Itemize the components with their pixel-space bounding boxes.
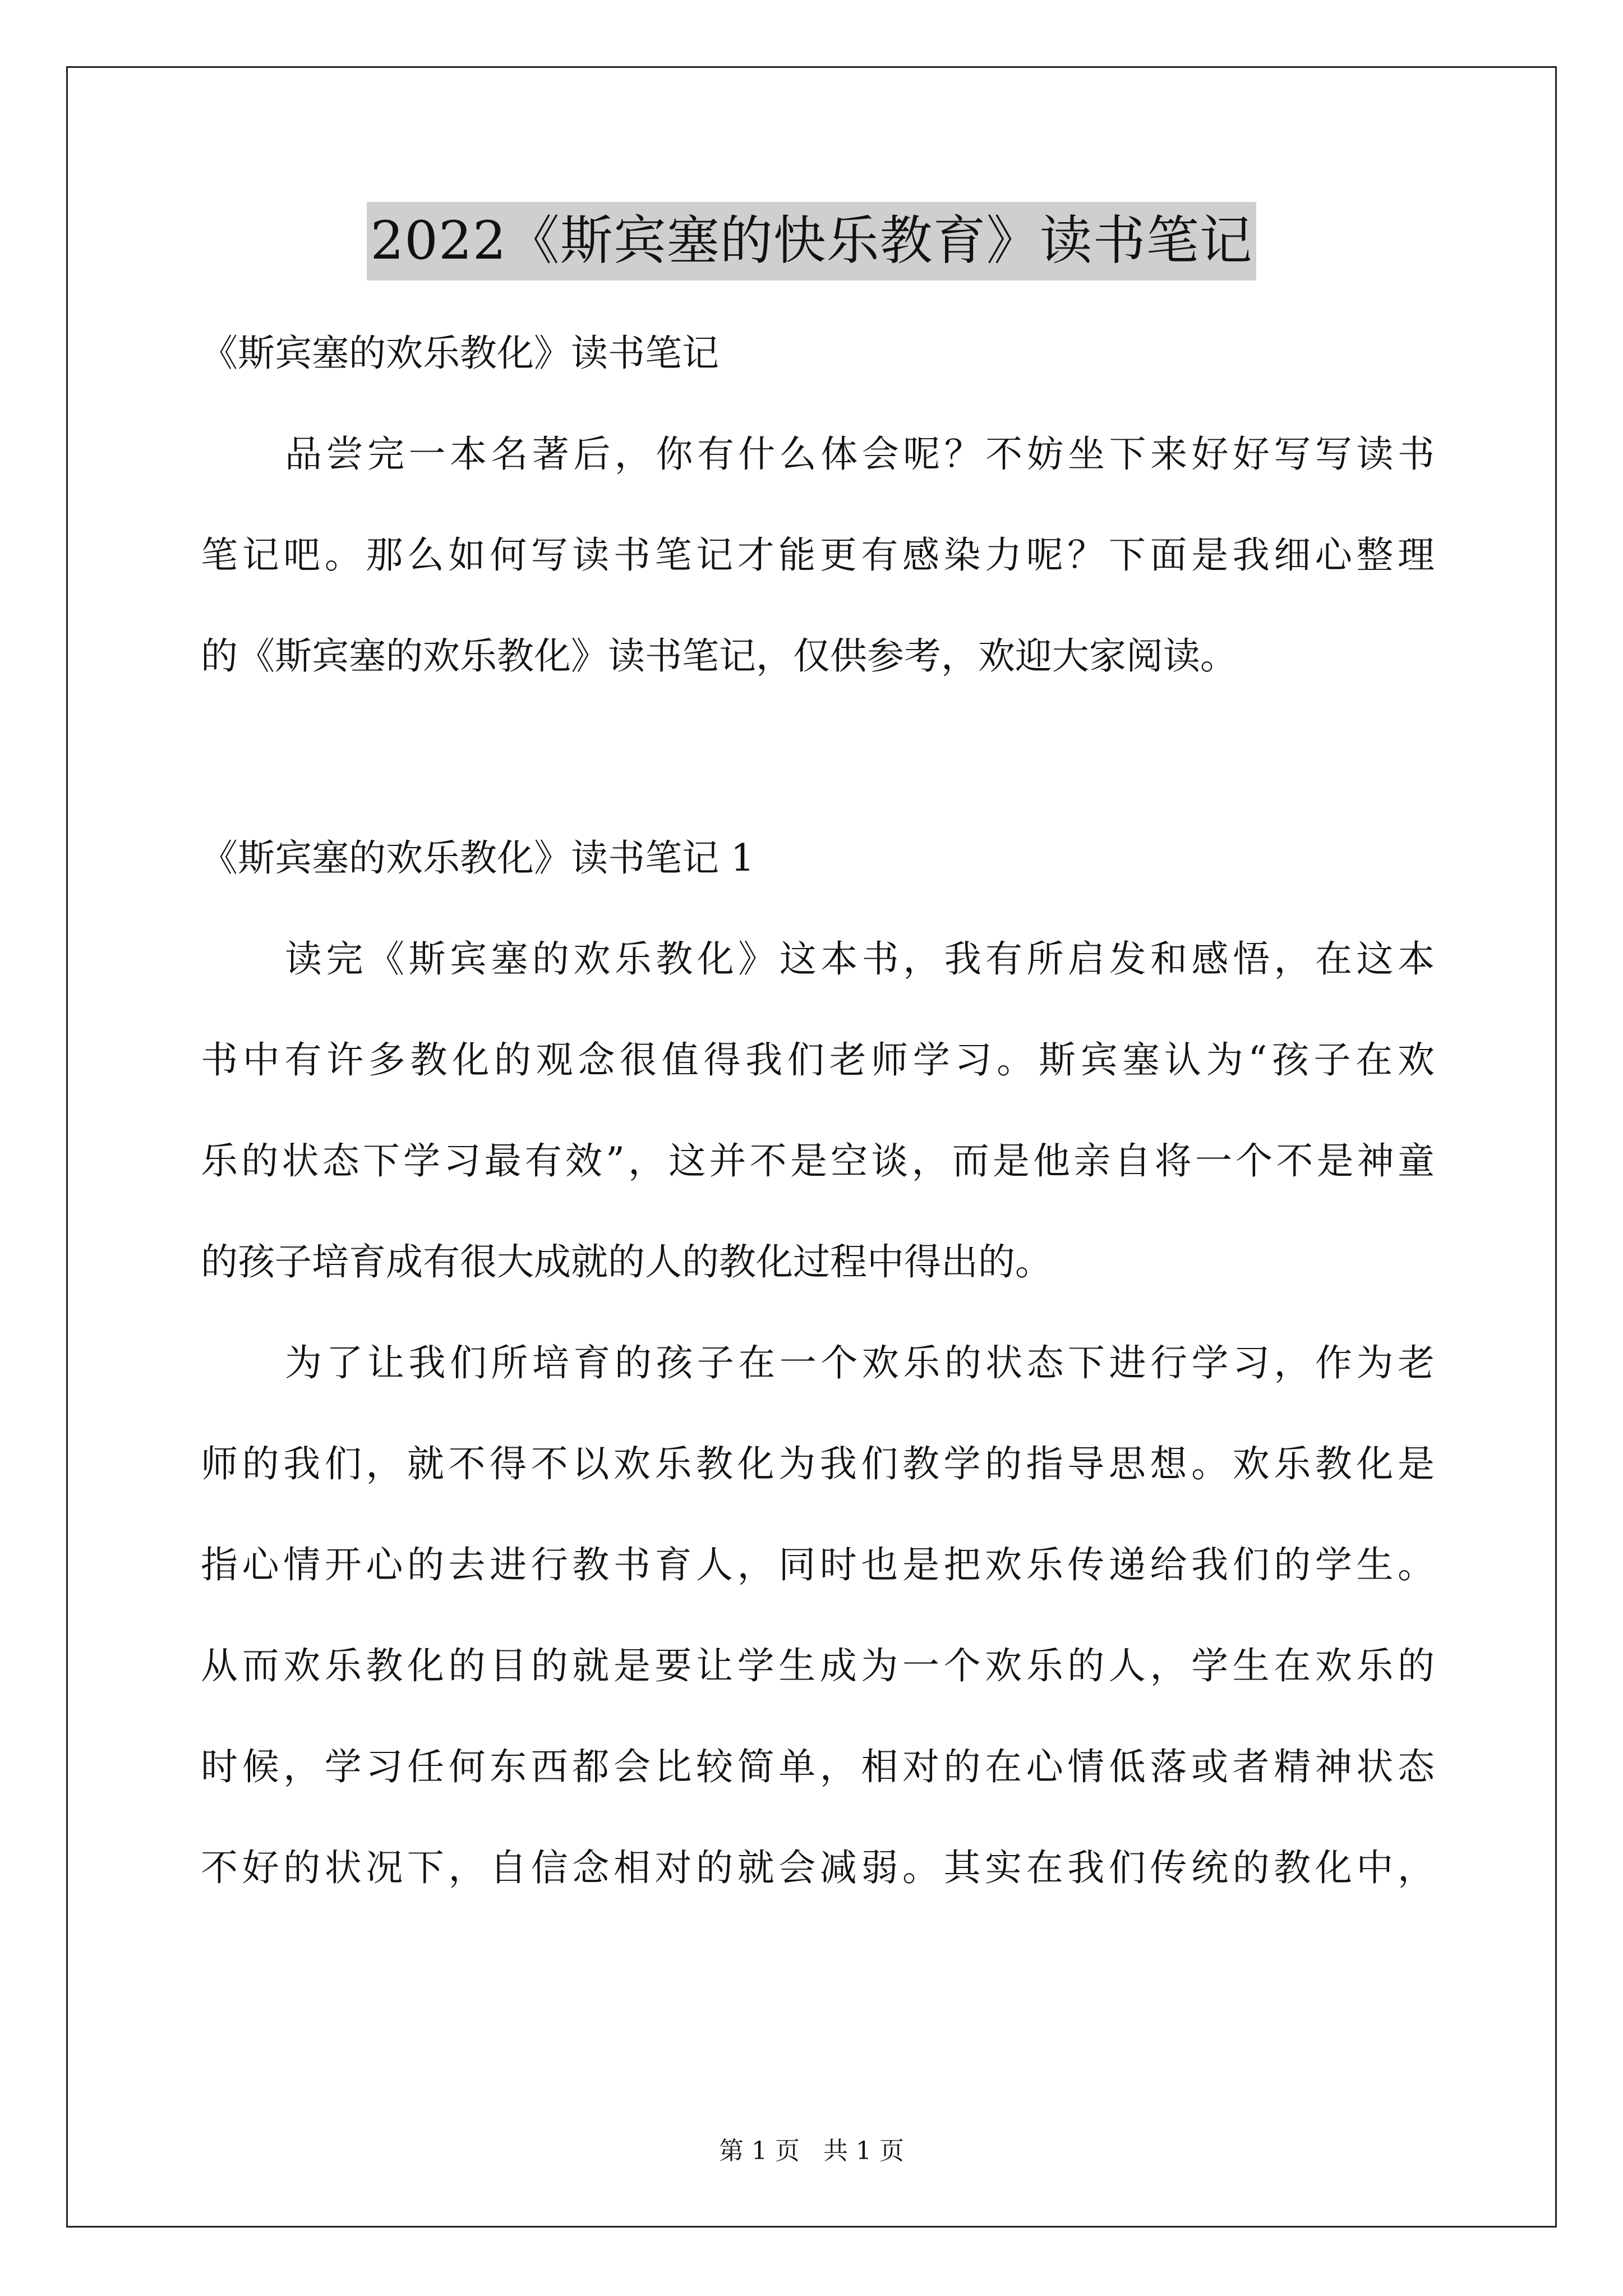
paragraph-line: 的孩子培育成有很大成就的人的教化过程中得出的。 <box>201 1240 1052 1283</box>
document-title: 2022《斯宾塞的快乐教育》读书笔记 <box>367 202 1256 280</box>
intro-line: 品尝完一本名著后，你有什么体会呢？不妨坐下来好好写写读书 <box>285 432 1435 476</box>
paragraph-line: 为了让我们所培育的孩子在一个欢乐的状态下进行学习，作为老 <box>285 1341 1435 1384</box>
paragraph-line: 师的我们，就不得不以欢乐教化为我们教学的指导思想。欢乐教化是 <box>201 1442 1435 1485</box>
intro-line: 的《斯宾塞的欢乐教化》读书笔记，仅供参考，欢迎大家阅读。 <box>201 634 1237 678</box>
page-number-footer: 第 1 页 共 1 页 <box>719 2137 904 2165</box>
paragraph-line: 时候，学习任何东西都会比较简单，相对的在心情低落或者精神状态 <box>201 1745 1435 1788</box>
paragraph-line: 乐的状态下学习最有效”，这并不是空谈，而是他亲自将一个不是神童 <box>201 1139 1435 1182</box>
intro-line: 笔记吧。那么如何写读书笔记才能更有感染力呢？下面是我细心整理 <box>201 533 1435 577</box>
intro-paragraph <box>201 404 1435 707</box>
paragraph-line: 不好的状况下，自信念相对的就会减弱。其实在我们传统的教化中， <box>201 1846 1435 1889</box>
section-spacer <box>201 707 1435 808</box>
document-subtitle: 《斯宾塞的欢乐教化》读书笔记 <box>201 332 719 375</box>
paragraph-line: 从而欢乐教化的目的就是要让学生成为一个欢乐的人，学生在欢乐的 <box>201 1644 1435 1687</box>
body-paragraph-2 <box>201 1313 1435 1918</box>
paragraph-line: 读完《斯宾塞的欢乐教化》这本书，我有所启发和感悟，在这本 <box>285 937 1435 981</box>
document-body <box>201 303 1435 1918</box>
paragraph-line: 书中有许多教化的观念很值得我们老师学习。斯宾塞认为“孩子在欢 <box>201 1038 1435 1082</box>
body-paragraph-1 <box>201 909 1435 1313</box>
title-container <box>0 202 1623 280</box>
section-heading: 《斯宾塞的欢乐教化》读书笔记 1 <box>201 836 754 880</box>
paragraph-line: 指心情开心的去进行教书育人，同时也是把欢乐传递给我们的学生。 <box>201 1543 1435 1586</box>
